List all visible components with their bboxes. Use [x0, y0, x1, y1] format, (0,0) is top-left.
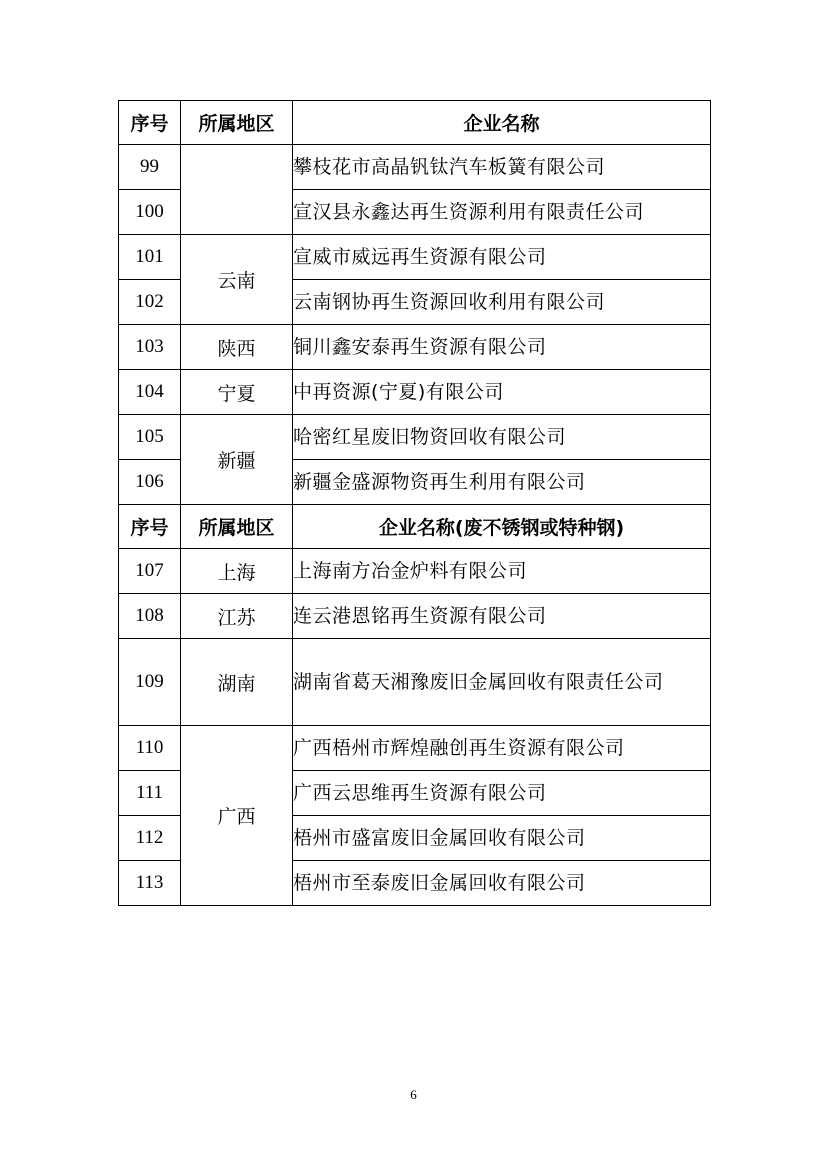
row-region: 宁夏 — [181, 370, 293, 415]
row-region: 广西 — [181, 726, 293, 906]
header-region: 所属地区 — [181, 505, 293, 549]
row-seq: 104 — [119, 370, 181, 415]
enterprise-table — [118, 100, 711, 906]
table-row — [119, 325, 711, 370]
header-name: 企业名称 — [293, 101, 711, 145]
table-row — [119, 145, 711, 190]
row-company-name: 湖南省葛天湘豫废旧金属回收有限责任公司 — [293, 639, 711, 726]
row-seq: 111 — [119, 771, 181, 816]
table-row — [119, 594, 711, 639]
table-row — [119, 415, 711, 460]
row-region: 上海 — [181, 549, 293, 594]
row-company-name: 攀枝花市高晶钒钛汽车板簧有限公司 — [293, 145, 711, 190]
row-seq: 102 — [119, 280, 181, 325]
row-company-name: 铜川鑫安泰再生资源有限公司 — [293, 325, 711, 370]
row-region-empty — [181, 145, 293, 235]
row-company-name: 上海南方冶金炉料有限公司 — [293, 549, 711, 594]
row-company-name: 广西梧州市辉煌融创再生资源有限公司 — [293, 726, 711, 771]
row-company-name: 新疆金盛源物资再生利用有限公司 — [293, 460, 711, 505]
table-row — [119, 235, 711, 280]
header-row — [119, 101, 711, 145]
row-seq: 112 — [119, 816, 181, 861]
row-seq: 106 — [119, 460, 181, 505]
row-region: 湖南 — [181, 639, 293, 726]
row-region: 新疆 — [181, 415, 293, 505]
row-seq: 109 — [119, 639, 181, 726]
row-seq: 99 — [119, 145, 181, 190]
row-seq: 113 — [119, 861, 181, 906]
row-company-name: 梧州市盛富废旧金属回收有限公司 — [293, 816, 711, 861]
row-company-name: 梧州市至泰废旧金属回收有限公司 — [293, 861, 711, 906]
table-row — [119, 726, 711, 771]
header-name: 企业名称(废不锈钢或特种钢) — [293, 505, 711, 549]
row-company-name: 云南钢协再生资源回收利用有限公司 — [293, 280, 711, 325]
header-region: 所属地区 — [181, 101, 293, 145]
header-seq: 序号 — [119, 101, 181, 145]
row-company-name: 宣汉县永鑫达再生资源利用有限责任公司 — [293, 190, 711, 235]
row-company-name: 连云港恩铭再生资源有限公司 — [293, 594, 711, 639]
row-company-name: 哈密红星废旧物资回收有限公司 — [293, 415, 711, 460]
row-company-name: 宣威市威远再生资源有限公司 — [293, 235, 711, 280]
row-region: 云南 — [181, 235, 293, 325]
header-row-stainless — [119, 505, 711, 549]
table-row — [119, 370, 711, 415]
row-region: 陕西 — [181, 325, 293, 370]
row-region: 江苏 — [181, 594, 293, 639]
row-seq: 105 — [119, 415, 181, 460]
row-company-name: 中再资源(宁夏)有限公司 — [293, 370, 711, 415]
row-seq: 108 — [119, 594, 181, 639]
row-seq: 100 — [119, 190, 181, 235]
row-seq: 101 — [119, 235, 181, 280]
row-company-name: 广西云思维再生资源有限公司 — [293, 771, 711, 816]
header-seq: 序号 — [119, 505, 181, 549]
row-seq: 107 — [119, 549, 181, 594]
page-number: 6 — [410, 1087, 417, 1102]
row-seq: 110 — [119, 726, 181, 771]
table-row — [119, 549, 711, 594]
row-seq: 103 — [119, 325, 181, 370]
table-row — [119, 639, 711, 726]
